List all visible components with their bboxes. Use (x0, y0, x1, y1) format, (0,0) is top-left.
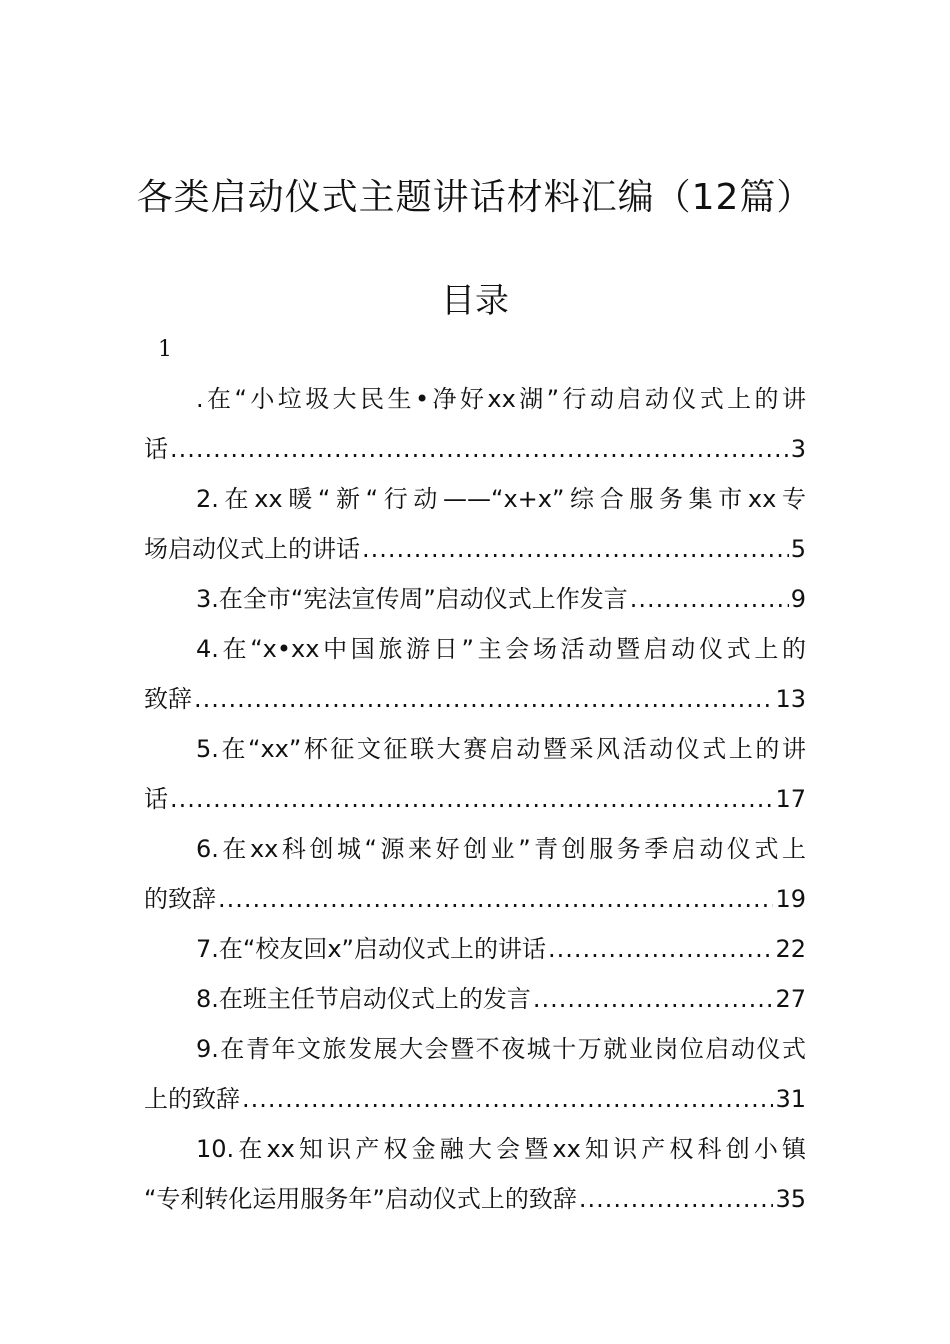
toc-entry-last-line (144, 874, 806, 924)
toc-entry-text: 4.在“x•xx中国旅游日”主会场活动暨启动仪式上的 (196, 635, 806, 663)
toc-entry-last-line (144, 674, 806, 724)
toc-entry-text: 8.在班主任节启动仪式上的发言 (196, 985, 531, 1013)
toc-entry-last-line (144, 424, 806, 474)
toc-page-number: 31 (775, 1085, 806, 1113)
dot-leader (548, 924, 773, 974)
dot-leader (630, 574, 789, 624)
toc-entry[interactable] (144, 924, 806, 974)
dot-leader (579, 1174, 774, 1224)
toc-entry-text: 上的致辞 (144, 1085, 240, 1113)
dot-leader (533, 974, 774, 1024)
toc-entry-text: 3.在全市“宪法宣传周”启动仪式上作发言 (196, 585, 628, 613)
toc-entry-text: 10.在xx知识产权金融大会暨xx知识产权科创小镇 (196, 1135, 806, 1163)
toc-page-number: 27 (775, 985, 806, 1013)
toc-entry-text: 的致辞 (144, 885, 216, 913)
toc-page-number: 3 (790, 435, 806, 463)
toc-entry[interactable] (144, 624, 806, 724)
toc-entry-last-line (144, 1074, 806, 1124)
toc-entry-last-line (144, 774, 806, 824)
toc-entry[interactable] (144, 374, 806, 474)
page-marker: 1 (158, 337, 172, 362)
toc-entry[interactable] (144, 1124, 806, 1224)
toc-entry-last-line (144, 574, 806, 624)
toc-entry-last-line (144, 974, 806, 1024)
document-title: 各类启动仪式主题讲话材料汇编（12篇） (136, 177, 814, 218)
dot-leader (194, 674, 773, 724)
dot-leader (218, 874, 773, 924)
toc-entry-last-line (144, 924, 806, 974)
dot-leader (242, 1074, 773, 1124)
toc-entry[interactable] (144, 974, 806, 1024)
dot-leader (170, 774, 773, 824)
toc-entry-last-line (144, 1174, 806, 1224)
toc-entry[interactable] (144, 474, 806, 574)
toc-entry-text: .在“小垃圾大民生•净好xx湖”行动启动仪式上的讲 (196, 385, 806, 413)
toc-page-number: 9 (790, 585, 806, 613)
toc-page-number: 19 (775, 885, 806, 913)
toc-entry-text: 场启动仪式上的讲话 (144, 535, 360, 563)
toc-entry-text: 5.在“xx”杯征文征联大赛启动暨采风活动仪式上的讲 (196, 735, 806, 763)
toc-entry-text: 话 (144, 785, 168, 813)
toc-heading: 目录 (441, 281, 509, 321)
toc-page-number: 17 (775, 785, 806, 813)
toc-page-number: 22 (775, 935, 806, 963)
dot-leader (170, 424, 789, 474)
toc-entry-text: 7.在“校友回x”启动仪式上的讲话 (196, 935, 546, 963)
dot-leader (362, 524, 789, 574)
toc-entry-text: 致辞 (144, 685, 192, 713)
toc-entry-text: 话 (144, 435, 168, 463)
toc-entry-text: 9.在青年文旅发展大会暨不夜城十万就业岗位启动仪式 (196, 1035, 806, 1063)
toc-entry[interactable] (144, 824, 806, 924)
table-of-contents (144, 374, 806, 1224)
toc-entry-last-line (144, 524, 806, 574)
toc-page-number: 13 (775, 685, 806, 713)
toc-page-number: 35 (775, 1185, 806, 1213)
toc-entry-text: 2.在xx暖“新“行动——“x+x”综合服务集市xx专 (196, 485, 806, 513)
toc-entry-text: 6.在xx科创城“源来好创业”青创服务季启动仪式上 (196, 835, 806, 863)
toc-entry[interactable] (144, 574, 806, 624)
toc-entry-text: “专利转化运用服务年”启动仪式上的致辞 (144, 1185, 577, 1213)
toc-page-number: 5 (790, 535, 806, 563)
toc-entry[interactable] (144, 724, 806, 824)
toc-entry[interactable] (144, 1024, 806, 1124)
